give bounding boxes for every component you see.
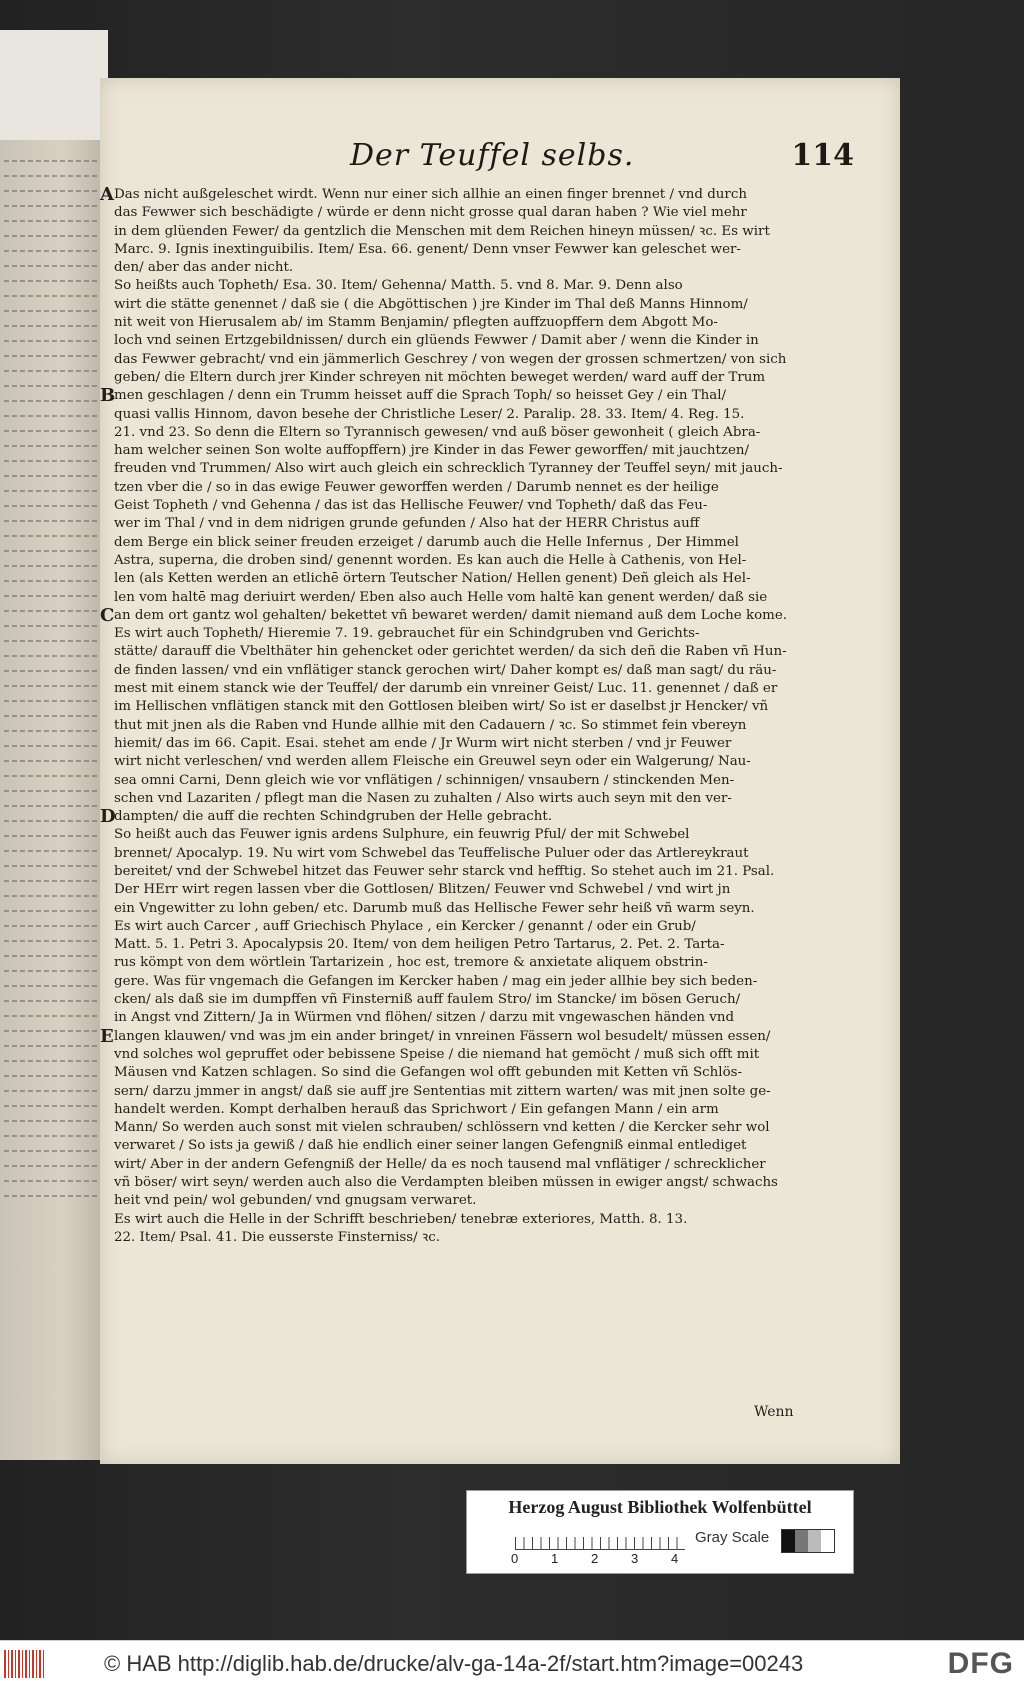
running-head [114,138,854,180]
text-line [114,680,854,698]
facing-page-text-fragment [4,880,99,882]
line-text: handelt werden. Kompt derhalben herauß das Sprichwort / Ein gefangen Mann / ein arm [114,1101,719,1117]
text-line [114,589,854,607]
facing-page-text-fragment [4,265,99,267]
text-line [114,1101,854,1119]
line-text: wer im Thal / vnd in dem nidrigen grunde gefunden / Also hat der HERR Christus auff [114,516,700,532]
text-line [114,954,854,972]
facing-page-text-fragment [4,385,99,387]
facing-page-text-fragment [4,925,99,927]
line-text: verwaret / So ists ja gewiß / daß hie endlich einer seiner langen Gefengniß einmal entlediget [114,1138,747,1154]
margin-letter: B [100,385,116,407]
copyright-url[interactable]: © HAB http://diglib.hab.de/drucke/alv-ga-14a-2f/start.htm?image=00243 [104,1651,804,1676]
line-text: vñ böser/ wirt seyn/ werden auch also die Verdampten bleiben müssen in ewiger angst/ schwachs [114,1175,778,1191]
text-line [114,534,854,552]
line-text: in dem glüenden Fewer/ da gentzlich die Menschen mit dem Reichen hineyn müssen/ ꝛc. Es wirt [114,223,770,239]
line-text: langen klauwen/ vnd was jm ein ander bringet/ in vnreinen Fässern wol besudelt/ müssen essen/ [114,1028,771,1044]
facing-page-text-fragment [4,1090,99,1092]
text-line [114,204,854,222]
line-text: geben/ die Eltern durch jrer Kinder schreyen nit möchten beweget werden/ ward auff der Trum [114,369,766,385]
text-line [100,184,854,205]
facing-page-text-fragment [4,850,99,852]
text-line [114,241,854,259]
running-title: Der Teuffel selbs. [350,138,635,173]
page-number: 114 [791,138,854,173]
facing-page-text-fragment [4,955,99,957]
line-text: ein Vngewitter zu lohn geben/ etc. Darumb muß das Hellische Fewer sehr heiß vñ warm seyn. [114,900,755,916]
ruler-number: 3 [631,1551,639,1566]
facing-page-text-fragment [4,700,99,702]
facing-page-text-fragment [4,340,99,342]
line-text: Mann/ So werden auch sonst mit vielen schrauben/ schlössern vnd ketten / die Kercker sehr wol [114,1120,770,1136]
text-line [114,918,854,936]
text-line [114,259,854,277]
ruler-number: 1 [551,1551,559,1566]
book-page [100,78,900,1464]
facing-page-edge [0,30,105,1460]
line-text: heit vnd pein/ wol gebunden/ vnd gnugsam verwaret. [114,1193,477,1209]
line-text: Geist Topheth / vnd Gehenna / das ist das Hellische Feuwer/ vnd Topheth/ daß das Feu- [114,498,708,514]
margin-letter: E [100,1025,114,1047]
line-text: im Hellischen vnflätigen stanck mit den Gottlosen bleiben wirt/ So ist er daselbst jr Hencker/ vñ [114,699,769,715]
facing-page-text-fragment [4,790,99,792]
text-line [114,424,854,442]
facing-page-text-fragment [4,985,99,987]
text-line [114,497,854,515]
facing-page-text-fragment [4,1015,99,1017]
line-text: Es wirt auch die Helle in der Schrifft beschrieben/ tenebræ exteriores, Matth. 8. 13. [114,1211,688,1227]
line-text: hiemit/ das im 66. Capit. Esai. stehet am ende / Jr Wurm wirt nicht sterben / vnd jr Feuwer [114,735,732,751]
text-line [114,369,854,387]
ruler-number: 4 [671,1551,679,1566]
gray-scale-label: Gray Scale [695,1529,770,1546]
text-line [114,973,854,991]
line-text: tzen vber die / so in das ewige Feuwer geworffen werden / Darumb nennet es der heilige [114,479,719,495]
facing-page-text-fragment [4,220,99,222]
facing-page-text-fragment [4,235,99,237]
line-text: das Fewwer gebracht/ vnd ein jämmerlich Geschrey / von wegen der grossen schmertzen/ von sich [114,351,787,367]
text-line [114,1211,854,1229]
text-line [114,332,854,350]
text-line [114,1046,854,1064]
facing-page-text-fragment [4,685,99,687]
gray-swatch [808,1530,821,1552]
facing-page-text-fragment [4,550,99,552]
line-text: de finden lassen/ vnd ein vnflätiger stanck gerochen wirt/ Daher kompt es/ daß man sagt/ du räu- [114,662,777,678]
line-text: Matt. 5. 1. Petri 3. Apocalypsis 20. Item/ von dem heiligen Petro Tartarus, 2. Pet. 2. Tarta- [114,937,725,953]
text-line [100,604,854,626]
text-line [114,479,854,497]
text-line [114,845,854,863]
facing-page-text-fragment [4,1030,99,1032]
text-line [114,1064,854,1082]
facing-page-text-fragment [4,250,99,252]
facing-page-text-fragment [4,1195,99,1197]
text-line [114,351,854,369]
ruler-numbers [511,1551,691,1567]
margin-letter: A [100,184,114,205]
text-line [114,552,854,570]
text-line [100,1025,854,1047]
facing-page-text-fragment [4,175,99,177]
facing-page-text-fragment [4,835,99,837]
text-line [114,277,854,295]
line-text: 22. Item/ Psal. 41. Die eusserste Finsterniss/ ꝛc. [114,1229,441,1245]
text-line [114,662,854,680]
facing-page-text-fragment [4,775,99,777]
line-text: den/ aber das ander nicht. [114,260,294,276]
line-text: in Angst vnd Zittern/ Ja in Würmen vnd flöhen/ sitzen / darzu mit vngewaschen händen vnd [114,1010,735,1026]
line-text: men geschlagen / denn ein Trumm heisset auff die Sprach Toph/ so heisset Gey / ein Thal/ [114,388,727,404]
text-line [114,1119,854,1137]
facing-page-text-fragment [4,820,99,822]
facing-page-text-fragment [4,565,99,567]
ruler-number: 0 [511,1551,519,1566]
line-text: len (als Ketten werden an etlichē örtern Teutscher Nation/ Hellen genent) Deñ gleich als Hel- [114,571,751,587]
line-text: len vom haltē mag deriuirt werden/ Eben also auch Helle vom haltē kan genent werden/ daß sie [114,589,768,605]
text-line [114,442,854,460]
text-line [100,806,854,828]
facing-page-text-fragment [4,190,99,192]
scale-ruler [515,1527,685,1550]
facing-page-text-fragment [4,430,99,432]
text-line [114,1229,854,1247]
line-text: Es wirt auch Topheth/ Hieremie 7. 19. gebrauchet für ein Schindgruben vnd Gerichts- [114,626,700,642]
line-text: sea omni Carni, Denn gleich wie vor vnflätigen / schinnigen/ vnsaubern / stinckenden Men- [114,772,735,788]
line-text: So heißts auch Topheth/ Esa. 30. Item/ Gehenna/ Matth. 5. vnd 8. Mar. 9. Denn also [114,278,683,294]
facing-page-text-fragment [4,895,99,897]
facing-page-text-fragment [4,370,99,372]
text-line [114,991,854,1009]
paper-slip [0,30,108,140]
line-text: wirt die stätte genennet / daß sie ( die Abgöttischen ) jre Kinder im Thal deß Manns Hinnom/ [114,296,748,312]
facing-page-text-fragment [4,295,99,297]
facing-page-text-fragment [4,475,99,477]
facing-page-text-fragment [4,205,99,207]
line-text: dampten/ die auff die rechten Schindgruben der Helle gebracht. [114,809,553,825]
facing-page-text-fragment [4,910,99,912]
ruler-number: 2 [591,1551,599,1566]
text-line [114,1009,854,1027]
facing-page-text-fragment [4,1060,99,1062]
text-line [114,1192,854,1210]
gray-scale-swatches [781,1529,835,1553]
margin-letter: D [100,806,116,828]
gray-swatch [795,1530,808,1552]
facing-page-text-fragment [4,580,99,582]
text-line [114,643,854,661]
text-line [114,460,854,478]
text-line [114,936,854,954]
facing-page-text-fragment [4,1180,99,1182]
line-text: Der HErr wirt regen lassen vber die Gottlosen/ Blitzen/ Feuwer vnd Schwebel / vnd wirt jn [114,882,731,898]
facing-page-text-fragment [4,1075,99,1077]
facing-page-text-fragment [4,460,99,462]
line-text: mest mit einem stanck wie der Teuffel/ der darumb ein vnreiner Geist/ Luc. 11. genennet / daß er [114,681,778,697]
facing-page-text-fragment [4,505,99,507]
line-text: freuden vnd Trummen/ Also wirt auch gleich ein schrecklich Tyranney der Teuffel seyn/ mit jauch- [114,461,783,477]
facing-page-text-fragment [4,160,99,162]
text-line [114,515,854,533]
text-line [114,881,854,899]
text-line [114,900,854,918]
line-text: stätte/ darauff die Vbelthäter hin gehencket oder gerichtet werden/ da sich deñ die Raben vñ Hun- [114,644,787,660]
line-text: vnd solches wol gepruffet oder bebissene Speise / die niemand hat gemöcht / muß sich offt mit [114,1046,760,1062]
line-text: Es wirt auch Carcer , auff Griechisch Phylace , ein Kercker / genannt / oder ein Grub/ [114,918,696,934]
text-line [114,1083,854,1101]
facing-page-text-fragment [4,1120,99,1122]
catchword: Wenn [754,1404,794,1420]
line-text: gere. Was für vngemach die Gefangen im Kercker haben / mag ein jeder allhie bey sich beden- [114,973,758,989]
line-text: an dem ort gantz wol gehalten/ bekettet vñ bewaret werden/ damit niemand auß dem Loche kome. [114,607,788,623]
line-text: quasi vallis Hinnom, davon besehe der Christliche Leser/ 2. Paralip. 28. 33. Item/ 4. Reg. 15. [114,406,745,422]
gray-swatch [821,1530,834,1552]
facing-page-text-fragment [4,310,99,312]
margin-letter: C [100,604,115,626]
line-text: Mäusen vnd Katzen schlagen. So sind die Gefangen wol offt gebunden mit Ketten vñ Schlös- [114,1065,743,1081]
line-text: rus kömpt von dem wörtlein Tartarizein , hoc est, tremore & anxietate aliquem obstrin- [114,955,708,971]
line-text: sern/ darzu jmmer in angst/ daß sie auff jre Sententias mit zittern warten/ was mit jnen solte ge- [114,1083,771,1099]
facing-page-text-fragment [4,490,99,492]
line-text: Astra, superna, die droben sind/ genennt worden. Es kan auch die Helle à Cathenis, von Hel- [114,552,747,568]
line-text: brennet/ Apocalyp. 19. Nu wirt vom Schwebel das Teuffelische Puluer oder das Artlereykraut [114,845,749,861]
facing-page-text-fragment [4,760,99,762]
facing-page-text-fragment [4,445,99,447]
facing-page-text-fragment [4,865,99,867]
facing-page-text-fragment [4,640,99,642]
facing-page-text-fragment [4,520,99,522]
line-text: Das nicht außgeleschet wirdt. Wenn nur einer sich allhie an einen finger brennet / vnd durch [114,187,747,202]
dfg-logo: DFG [947,1647,1014,1680]
facing-page-text-fragment [4,625,99,627]
facing-page-text-fragment [4,610,99,612]
line-text: wirt/ Aber in der andern Gefengniß der Helle/ da es noch tausend mal vnflätiger / schrecklicher [114,1156,766,1172]
line-text: dem Berge ein blick seiner freuden erzeiget / darumb auch die Helle Infernus , Der Himmel [114,534,739,550]
facing-page-text-fragment [4,280,99,282]
facing-page-text-fragment [4,805,99,807]
line-text: nit weit von Hierusalem ab/ im Stamm Benjamin/ pflegten auffzuopffern dem Abgott Mo- [114,315,718,331]
text-line [114,406,854,424]
line-text: bereitet/ vnd der Schwebel hitzet das Feuwer sehr starck vnd hefftig. So stehet auch im 21. Psal. [114,863,775,879]
text-line [114,570,854,588]
line-text: wirt nicht verleschen/ vnd werden allem Fleische ein Greuwel seyn oder ein Walgerung/ Nau- [114,754,751,770]
line-text: So heißt auch das Feuwer ignis ardens Sulphure, ein feuwrig Pful/ der mit Schwebel [114,827,690,843]
text-line [114,772,854,790]
facing-page-text-fragment [4,1105,99,1107]
text-line [114,753,854,771]
line-text: cken/ als daß sie im dumpffen vñ Finsterniß auff faulem Stro/ im Stancke/ im bösen Geruch/ [114,992,741,1008]
facing-page-text-fragment [4,655,99,657]
line-text: loch vnd seinen Ertzgebildnissen/ durch ein glüends Fewwer / Damit aber / wenn die Kinder in [114,333,759,349]
facing-page-text-fragment [4,1135,99,1137]
text-line [114,223,854,241]
text-line [114,1137,854,1155]
text-line [114,314,854,332]
text-line [114,717,854,735]
text-line [114,790,854,808]
text-line [114,625,854,643]
text-line [114,735,854,753]
library-color-card [466,1490,854,1574]
facing-page-text-fragment [4,1045,99,1047]
body-text [100,184,854,1247]
line-text: schen vnd Lazariten / pflegt man die Nasen zu zuhalten / Also wirts auch seyn mit den ver- [114,790,732,806]
facing-page-text-fragment [4,595,99,597]
facing-page-text-fragment [4,1150,99,1152]
line-text: thut mit jnen als die Raben vnd Hunde allhie mit den Cadauern / ꝛc. So stimmet fein vbereyn [114,717,747,733]
facing-page-text-fragment [4,715,99,717]
line-text: 21. vnd 23. So denn die Eltern so Tyrannisch gewesen/ vnd auß böser gewonheit ( gleich Abra- [114,424,761,440]
facing-page-text-fragment [4,940,99,942]
line-text: Marc. 9. Ignis inextinguibilis. Item/ Esa. 66. genent/ Denn vnser Fewwer kan geleschet wer- [114,241,741,257]
text-line [114,826,854,844]
facing-page-text-fragment [4,535,99,537]
text-line [114,1156,854,1174]
library-name: Herzog August Bibliothek Wolfenbüttel [508,1497,812,1517]
facing-page-text-fragment [4,325,99,327]
facing-page-text-fragment [4,1000,99,1002]
line-text: ham welcher seinen Son wolte auffopffern) jre Kinder in das Fewer geworffen/ mit jauchtzen/ [114,443,750,459]
text-line [114,698,854,716]
facing-page-text-fragment [4,1165,99,1167]
text-line [100,385,854,407]
text-line [114,863,854,881]
line-text: das Fewwer sich beschädigte / würde er denn nicht grosse qual daran haben ? Wie viel mehr [114,205,747,221]
footer-bar [0,1640,1024,1687]
facing-page-text-fragment [4,745,99,747]
text-line [114,296,854,314]
hab-logo-icon [4,1650,46,1678]
facing-page-text-fragment [4,415,99,417]
facing-page-text-fragment [4,970,99,972]
gray-swatch [782,1530,795,1552]
facing-page-text-fragment [4,355,99,357]
text-line [114,1174,854,1192]
facing-page-text-fragment [4,730,99,732]
facing-page-text-fragment [4,670,99,672]
facing-page-text-fragment [4,400,99,402]
